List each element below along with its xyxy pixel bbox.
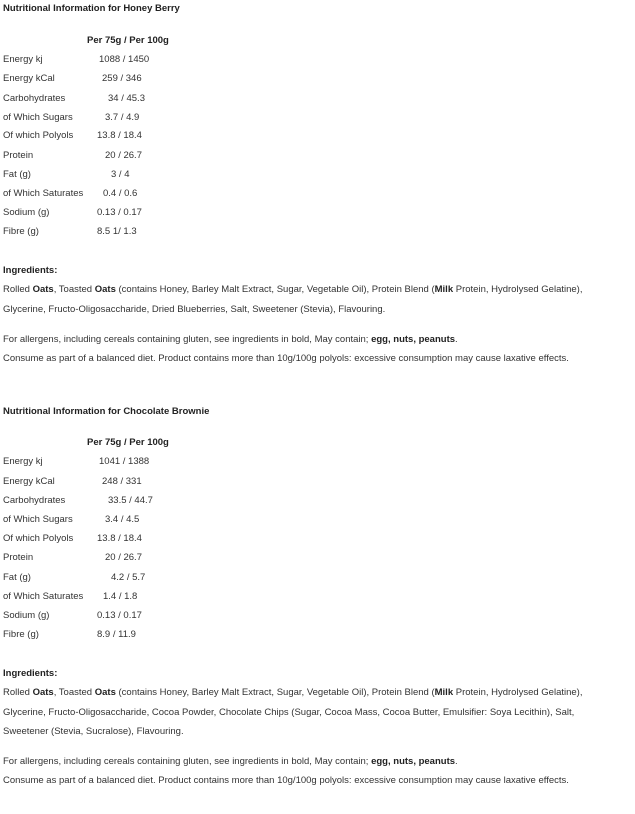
allergens-text <box>3 752 618 772</box>
text-segment: Protein, Hydrolysed Gelatine), Glycerine, Fructo-Oligosaccharide, Dried Blueberries, Salt, Sweetener (Stevia), Flavouring. <box>3 284 583 315</box>
row-value: 33.5 / 44.7 <box>108 495 153 506</box>
row-label: Sodium (g) <box>3 207 50 218</box>
table-header: Per 75g / Per 100g <box>87 35 169 46</box>
row-value: 20 / 26.7 <box>105 552 142 563</box>
bold-allergen: Oats <box>94 284 116 295</box>
row-value: 0.13 / 0.17 <box>97 610 142 621</box>
bold-allergen: Oats <box>32 284 54 295</box>
row-value: 3 / 4 <box>111 169 130 180</box>
row-value: 3.4 / 4.5 <box>105 514 140 525</box>
bold-allergen: Milk <box>434 284 454 295</box>
text-segment: . <box>455 334 458 345</box>
row-label: Energy kj <box>3 456 43 467</box>
bold-allergen: Oats <box>32 687 54 698</box>
row-value: 1041 / 1388 <box>99 456 150 467</box>
row-label: Energy kj <box>3 54 43 65</box>
row-value: 13.8 / 18.4 <box>97 130 142 141</box>
row-label: of Which Saturates <box>3 591 84 602</box>
row-label: Fibre (g) <box>3 226 39 237</box>
section-title-chocolate-brownie: Nutritional Information for Chocolate Brownie <box>3 406 210 417</box>
ingredients-label: Ingredients: <box>3 265 58 276</box>
row-value: 8.9 / 11.9 <box>97 629 136 640</box>
section-title-honey-berry: Nutritional Information for Honey Berry <box>3 3 180 14</box>
bold-allergen: egg, nuts, peanuts <box>371 756 456 767</box>
row-label: Of which Polyols <box>3 130 74 141</box>
row-label: Carbohydrates <box>3 495 66 506</box>
row-label: of Which Sugars <box>3 514 73 525</box>
ingredients-text <box>3 280 618 319</box>
text-segment: For allergens, including cereals containing gluten, see ingredients in bold, May contain; <box>3 334 372 345</box>
table-header: Per 75g / Per 100g <box>87 437 169 448</box>
row-value: 1.4 / 1.8 <box>103 591 138 602</box>
row-label: Fat (g) <box>3 572 31 583</box>
consumption-note: Consume as part of a balanced diet. Product contains more than 10g/100g polyols: excessive consumption may cause laxative effects. <box>3 775 569 786</box>
text-segment: . <box>455 756 458 767</box>
row-value: 13.8 / 18.4 <box>97 533 142 544</box>
row-label: Energy kCal <box>3 73 55 84</box>
row-label: Of which Polyols <box>3 533 74 544</box>
row-label: Protein <box>3 552 34 563</box>
bold-allergen: Milk <box>434 687 454 698</box>
row-label: Fat (g) <box>3 169 31 180</box>
row-value: 259 / 346 <box>102 73 142 84</box>
row-value: 0.13 / 0.17 <box>97 207 142 218</box>
bold-allergen: Oats <box>94 687 116 698</box>
bold-allergen: egg, nuts, peanuts <box>371 334 456 345</box>
row-label: of Which Sugars <box>3 112 73 123</box>
row-value: 0.4 / 0.6 <box>103 188 138 199</box>
text-segment: (contains Honey, Barley Malt Extract, Sugar, Vegetable Oil), Protein Blend ( <box>115 687 435 698</box>
row-value: 20 / 26.7 <box>105 150 142 161</box>
row-value: 4.2 / 5.7 <box>111 572 146 583</box>
row-label: of Which Saturates <box>3 188 84 199</box>
text-segment: Rolled <box>3 284 33 295</box>
text-segment: (contains Honey, Barley Malt Extract, Sugar, Vegetable Oil), Protein Blend ( <box>115 284 435 295</box>
row-label: Protein <box>3 150 34 161</box>
row-value: 34 / 45.3 <box>108 93 145 104</box>
row-value: 1088 / 1450 <box>99 54 150 65</box>
row-label: Fibre (g) <box>3 629 39 640</box>
row-label: Carbohydrates <box>3 93 66 104</box>
row-label: Energy kCal <box>3 476 55 487</box>
text-segment: Protein, Hydrolysed Gelatine), Glycerine, Fructo-Oligosaccharide, Cocoa Powder, Chocolate Chips (Sugar, Cocoa Mass, Cocoa Butter, Emulsifier: Soya Lecithin), Salt, Sweetener (Stevia, Sucralose), Flavouring. <box>3 687 583 737</box>
text-segment: , Toasted <box>53 687 95 698</box>
row-label: Sodium (g) <box>3 610 50 621</box>
row-value: 3.7 / 4.9 <box>105 112 140 123</box>
text-segment: , Toasted <box>53 284 95 295</box>
ingredients-text <box>3 683 618 742</box>
row-value: 8.5 1/ 1.3 <box>97 226 137 237</box>
ingredients-label: Ingredients: <box>3 668 58 679</box>
row-value: 248 / 331 <box>102 476 142 487</box>
consumption-note: Consume as part of a balanced diet. Product contains more than 10g/100g polyols: excessive consumption may cause laxative effects. <box>3 353 569 364</box>
allergens-text <box>3 330 618 350</box>
text-segment: For allergens, including cereals containing gluten, see ingredients in bold, May contain; <box>3 756 372 767</box>
text-segment: Rolled <box>3 687 33 698</box>
